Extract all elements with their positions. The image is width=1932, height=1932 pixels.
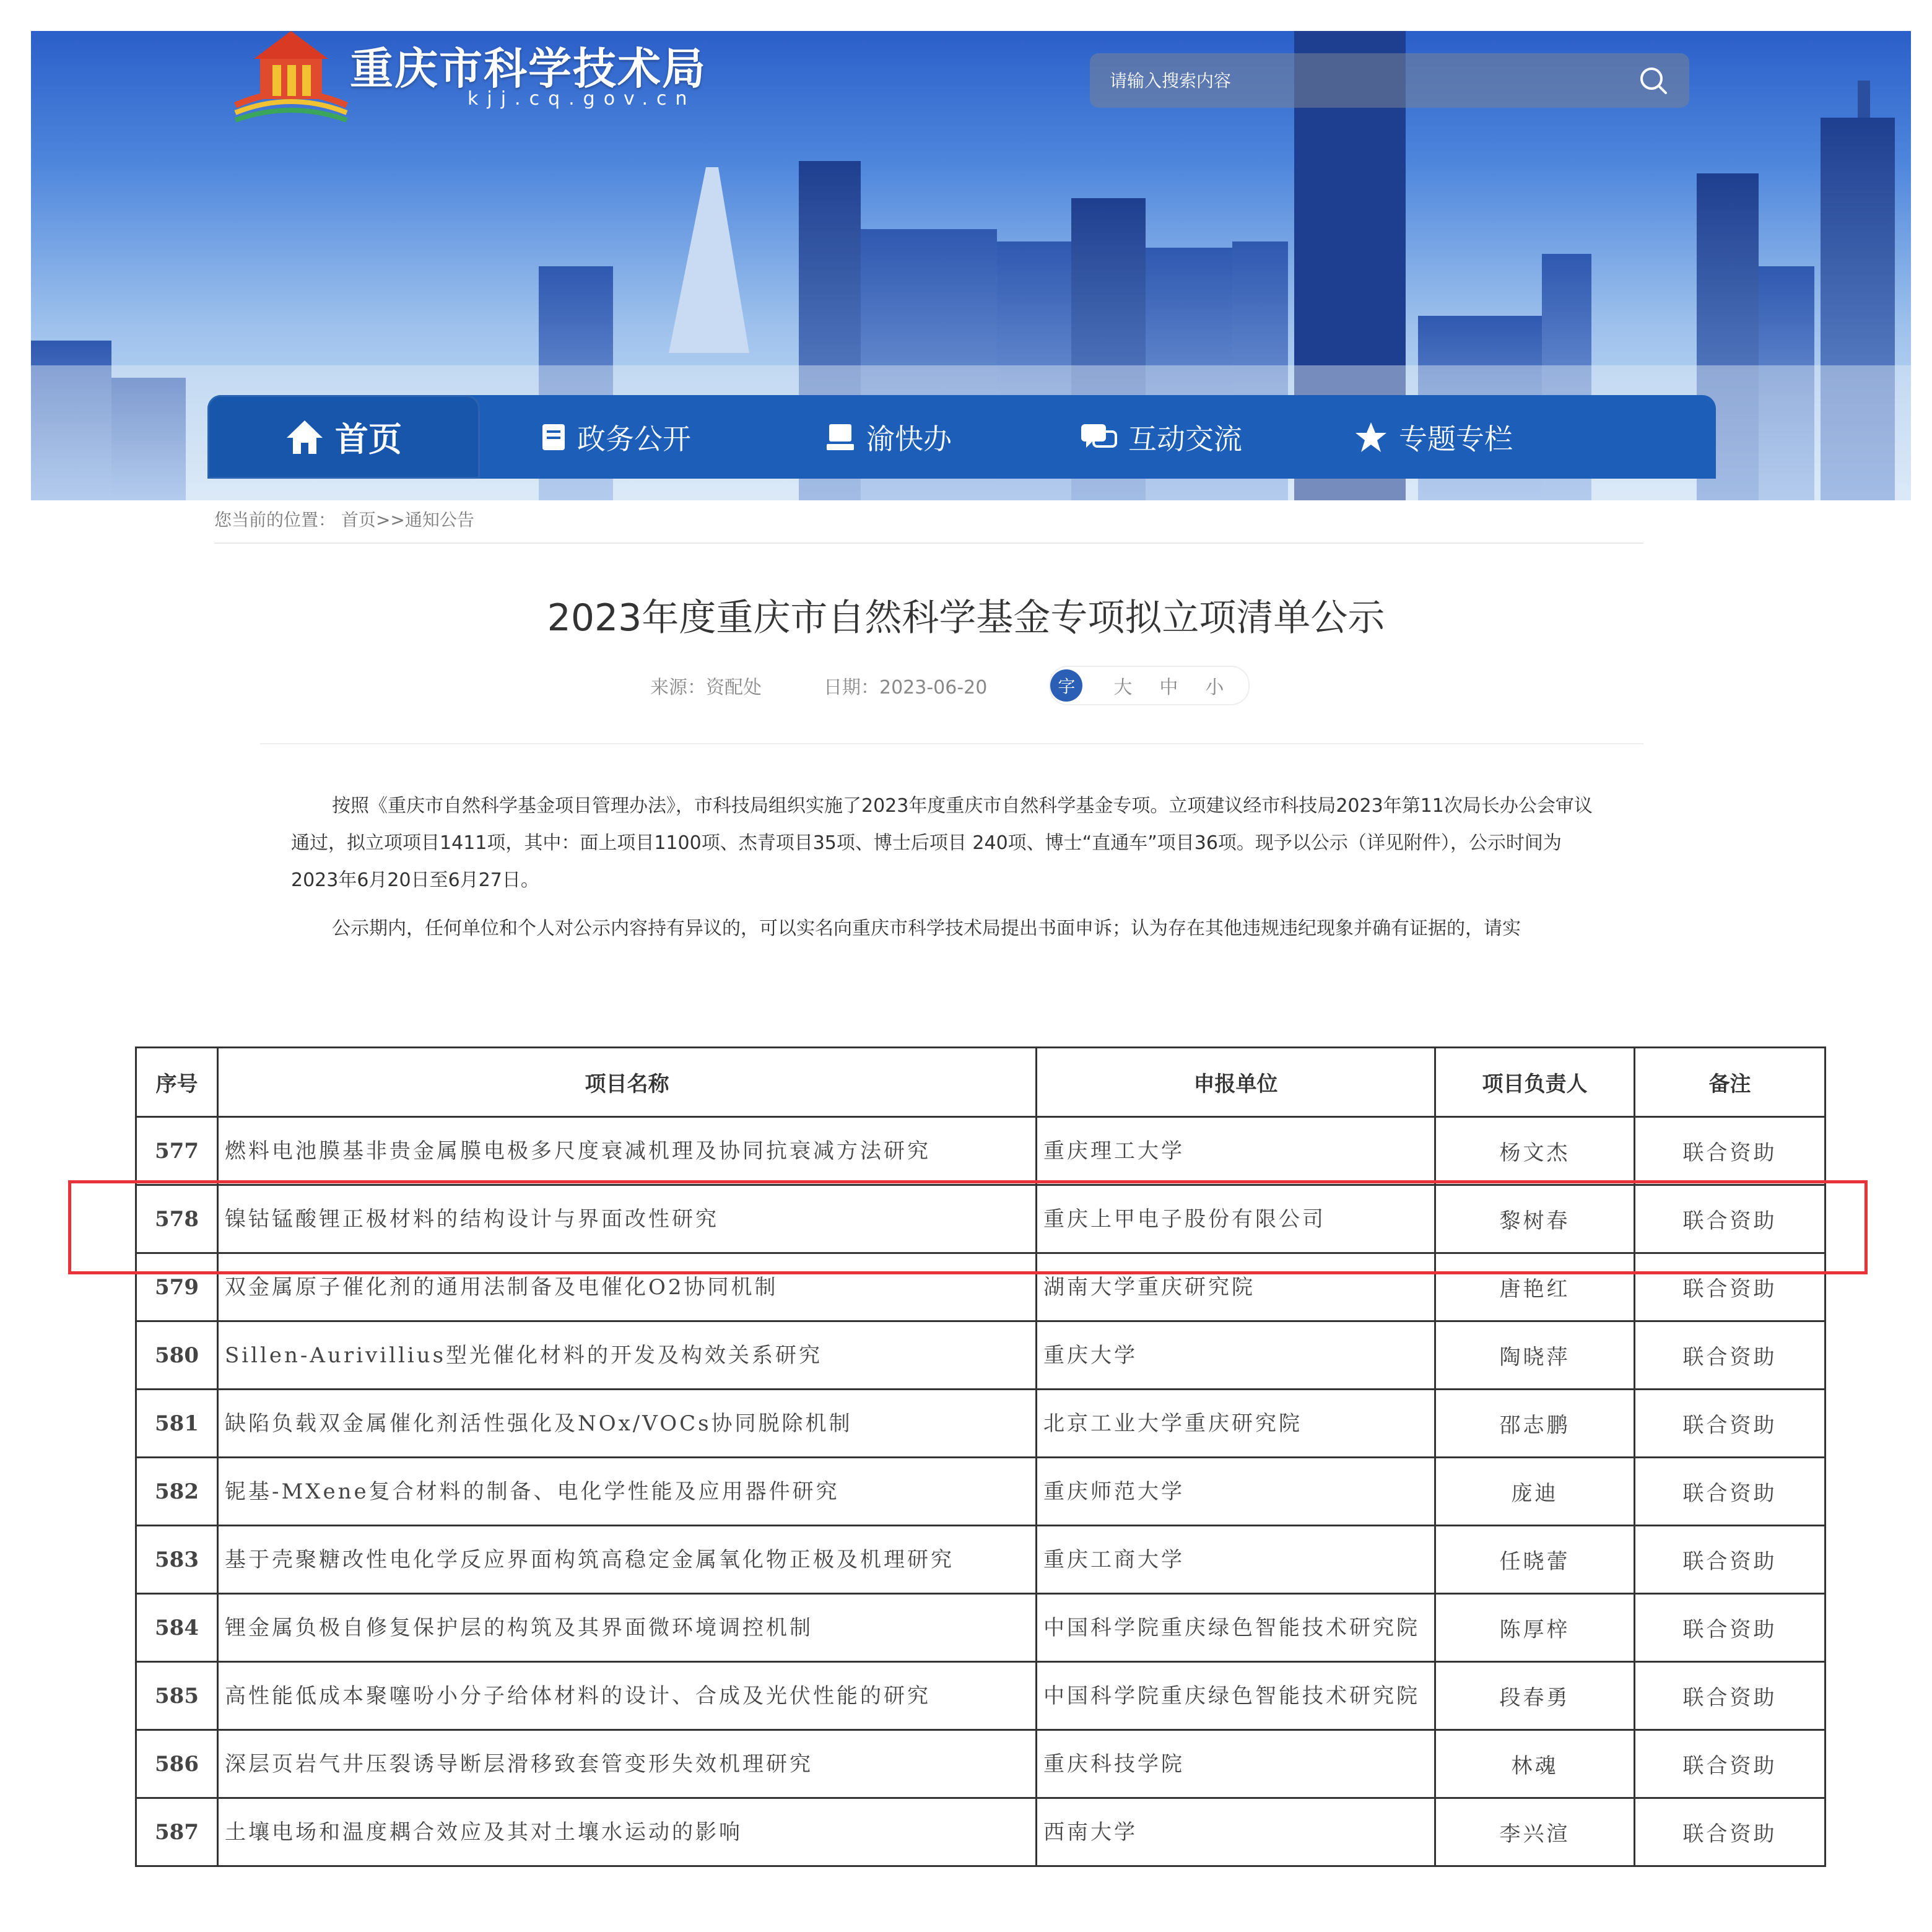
star-icon bbox=[1354, 421, 1388, 453]
font-size-icon: 字 bbox=[1050, 669, 1082, 702]
table-row bbox=[136, 1117, 1825, 1185]
column-header-no: 序号 bbox=[136, 1048, 218, 1117]
font-size-large-button[interactable]: 大 bbox=[1113, 677, 1133, 698]
chat-icon bbox=[1080, 423, 1117, 451]
cell-no: 584 bbox=[136, 1594, 218, 1662]
cell-project-lead: 李兴渲 bbox=[1435, 1798, 1635, 1866]
breadcrumb-separator: >> bbox=[375, 510, 405, 530]
article-meta bbox=[650, 666, 1250, 705]
table-row bbox=[136, 1458, 1825, 1526]
cell-applicant-unit: 中国科学院重庆绿色智能技术研究院 bbox=[1037, 1594, 1435, 1662]
cell-applicant-unit: 湖南大学重庆研究院 bbox=[1037, 1253, 1435, 1321]
cell-remarks: 联合资助 bbox=[1635, 1526, 1825, 1594]
cell-project-name: 缺陷负载双金属催化剂活性强化及NOx/VOCs协同脱除机制 bbox=[218, 1390, 1037, 1458]
cell-project-name: 燃料电池膜基非贵金属膜电极多尺度衰减机理及协同抗衰减方法研究 bbox=[218, 1117, 1037, 1185]
search-input[interactable] bbox=[1108, 70, 1636, 92]
cell-no: 585 bbox=[136, 1662, 218, 1730]
cell-no: 587 bbox=[136, 1798, 218, 1866]
cell-remarks: 联合资助 bbox=[1635, 1798, 1825, 1866]
cell-project-lead: 杨文杰 bbox=[1435, 1117, 1635, 1185]
search-icon[interactable] bbox=[1636, 63, 1671, 98]
nav-item-yukuaiban[interactable] bbox=[752, 395, 1025, 479]
cell-remarks: 联合资助 bbox=[1635, 1321, 1825, 1390]
cell-no: 586 bbox=[136, 1730, 218, 1798]
cell-applicant-unit: 北京工业大学重庆研究院 bbox=[1037, 1390, 1435, 1458]
cell-project-name: 镍钴锰酸锂正极材料的结构设计与界面改性研究 bbox=[218, 1185, 1037, 1253]
cell-applicant-unit: 重庆大学 bbox=[1037, 1321, 1435, 1390]
table-row bbox=[136, 1594, 1825, 1662]
nav-item-home[interactable] bbox=[207, 395, 480, 479]
cell-no: 583 bbox=[136, 1526, 218, 1594]
cell-no: 578 bbox=[136, 1185, 218, 1253]
cell-project-name: 锂金属负极自修复保护层的构筑及其界面微环境调控机制 bbox=[218, 1594, 1037, 1662]
header-banner bbox=[31, 31, 1911, 500]
column-header-project-name: 项目名称 bbox=[218, 1048, 1037, 1117]
table-row bbox=[136, 1798, 1825, 1866]
cell-project-lead: 任晓蕾 bbox=[1435, 1526, 1635, 1594]
document-icon bbox=[541, 423, 566, 451]
cell-remarks: 联合资助 bbox=[1635, 1390, 1825, 1458]
main-nav bbox=[207, 395, 1716, 479]
nav-label-special-topics: 专题专栏 bbox=[1399, 422, 1513, 456]
cell-project-lead: 唐艳红 bbox=[1435, 1253, 1635, 1321]
site-domain: kjj.cq.gov.cn bbox=[468, 88, 696, 110]
article-body bbox=[291, 788, 1598, 959]
page-title: 2023年度重庆市自然科学基金专项拟立项清单公示 bbox=[547, 596, 1385, 640]
site-logo-icon bbox=[211, 31, 372, 136]
cell-project-lead: 庞迪 bbox=[1435, 1458, 1635, 1526]
column-header-project-lead: 项目负责人 bbox=[1435, 1048, 1635, 1117]
table-row bbox=[136, 1730, 1825, 1798]
breadcrumb-prefix: 您当前的位置： bbox=[214, 510, 336, 530]
nav-item-government-affairs[interactable] bbox=[480, 395, 752, 479]
cell-applicant-unit: 中国科学院重庆绿色智能技术研究院 bbox=[1037, 1662, 1435, 1730]
table-row bbox=[136, 1662, 1825, 1730]
cell-applicant-unit: 西南大学 bbox=[1037, 1798, 1435, 1866]
project-list-table bbox=[135, 1046, 1826, 1867]
column-header-remarks: 备注 bbox=[1635, 1048, 1825, 1117]
cell-applicant-unit: 重庆工商大学 bbox=[1037, 1526, 1435, 1594]
cell-project-name: Sillen-Aurivillius型光催化材料的开发及构效关系研究 bbox=[218, 1321, 1037, 1390]
cell-applicant-unit: 重庆科技学院 bbox=[1037, 1730, 1435, 1798]
cell-project-name: 基于壳聚糖改性电化学反应界面构筑高稳定金属氧化物正极及机理研究 bbox=[218, 1526, 1037, 1594]
cell-project-name: 高性能低成本聚噻吩小分子给体材料的设计、合成及光伏性能的研究 bbox=[218, 1662, 1037, 1730]
breadcrumb-home-link[interactable]: 首页 bbox=[341, 510, 376, 530]
cell-remarks: 联合资助 bbox=[1635, 1730, 1825, 1798]
cell-project-lead: 林魂 bbox=[1435, 1730, 1635, 1798]
cell-project-lead: 段春勇 bbox=[1435, 1662, 1635, 1730]
article-paragraph: 按照《重庆市自然科学基金项目管理办法》，市科技局组织实施了2023年度重庆市自然科学基金专项。立项建议经市科技局2023年第11次局长办公会审议通过，拟立项项目1411项，其中：面上项目1100项、杰青项目35项、博士后项目 240项、博士“直通车”项目36项。现予以公示（详见附件），公示时间为2023年6月20日至6月27日。 bbox=[291, 795, 1593, 891]
cell-no: 582 bbox=[136, 1458, 218, 1526]
cell-project-name: 铌基-MXene复合材料的制备、电化学性能及应用器件研究 bbox=[218, 1458, 1037, 1526]
table-row bbox=[136, 1185, 1825, 1253]
cell-project-lead: 陶晓萍 bbox=[1435, 1321, 1635, 1390]
nav-label-home: 首页 bbox=[335, 420, 402, 459]
cell-remarks: 联合资助 bbox=[1635, 1117, 1825, 1185]
column-header-applicant-unit: 申报单位 bbox=[1037, 1048, 1435, 1117]
table-row bbox=[136, 1321, 1825, 1390]
article-source: 来源：资配处 bbox=[650, 677, 762, 698]
cell-no: 581 bbox=[136, 1390, 218, 1458]
cell-remarks: 联合资助 bbox=[1635, 1594, 1825, 1662]
home-icon bbox=[285, 419, 324, 455]
computer-icon bbox=[825, 423, 855, 451]
table-header-row bbox=[136, 1048, 1825, 1117]
font-size-small-button[interactable]: 小 bbox=[1205, 677, 1224, 698]
font-size-control bbox=[1049, 666, 1250, 705]
cell-project-lead: 邵志鹏 bbox=[1435, 1390, 1635, 1458]
table-body bbox=[136, 1117, 1825, 1866]
search-box bbox=[1090, 53, 1689, 108]
font-size-medium-button[interactable]: 中 bbox=[1159, 677, 1178, 698]
cell-remarks: 联合资助 bbox=[1635, 1253, 1825, 1321]
cell-no: 580 bbox=[136, 1321, 218, 1390]
cell-remarks: 联合资助 bbox=[1635, 1185, 1825, 1253]
cell-applicant-unit: 重庆上甲电子股份有限公司 bbox=[1037, 1185, 1435, 1253]
nav-label-yukuaiban: 渝快办 bbox=[866, 422, 952, 456]
divider bbox=[260, 743, 1643, 744]
cell-project-name: 双金属原子催化剂的通用法制备及电催化O2协同机制 bbox=[218, 1253, 1037, 1321]
cell-project-name: 深层页岩气井压裂诱导断层滑移致套管变形失效机理研究 bbox=[218, 1730, 1037, 1798]
site-title: 重庆市科学技术局 bbox=[350, 43, 707, 94]
table-row bbox=[136, 1526, 1825, 1594]
cell-applicant-unit: 重庆理工大学 bbox=[1037, 1117, 1435, 1185]
nav-item-special-topics[interactable] bbox=[1297, 395, 1570, 479]
nav-item-interaction[interactable] bbox=[1025, 395, 1297, 479]
cell-project-name: 土壤电场和温度耦合效应及其对土壤水运动的影响 bbox=[218, 1798, 1037, 1866]
breadcrumb bbox=[214, 507, 474, 531]
cell-remarks: 联合资助 bbox=[1635, 1458, 1825, 1526]
cell-project-lead: 陈厚梓 bbox=[1435, 1594, 1635, 1662]
cell-applicant-unit: 重庆师范大学 bbox=[1037, 1458, 1435, 1526]
table-row bbox=[136, 1253, 1825, 1321]
breadcrumb-current-link[interactable]: 通知公告 bbox=[404, 510, 474, 530]
nav-label-government-affairs: 政务公开 bbox=[577, 422, 691, 456]
cell-no: 577 bbox=[136, 1117, 218, 1185]
nav-label-interaction: 互动交流 bbox=[1128, 422, 1242, 456]
cell-no: 579 bbox=[136, 1253, 218, 1321]
cell-project-lead: 黎树春 bbox=[1435, 1185, 1635, 1253]
table-row bbox=[136, 1390, 1825, 1458]
divider bbox=[214, 542, 1643, 544]
cell-remarks: 联合资助 bbox=[1635, 1662, 1825, 1730]
article-paragraph: 公示期内，任何单位和个人对公示内容持有异议的，可以实名向重庆市科学技术局提出书面申诉；认为存在其他违规违纪现象并确有证据的，请实 bbox=[332, 918, 1521, 939]
article-date: 日期：2023-06-20 bbox=[824, 677, 988, 698]
